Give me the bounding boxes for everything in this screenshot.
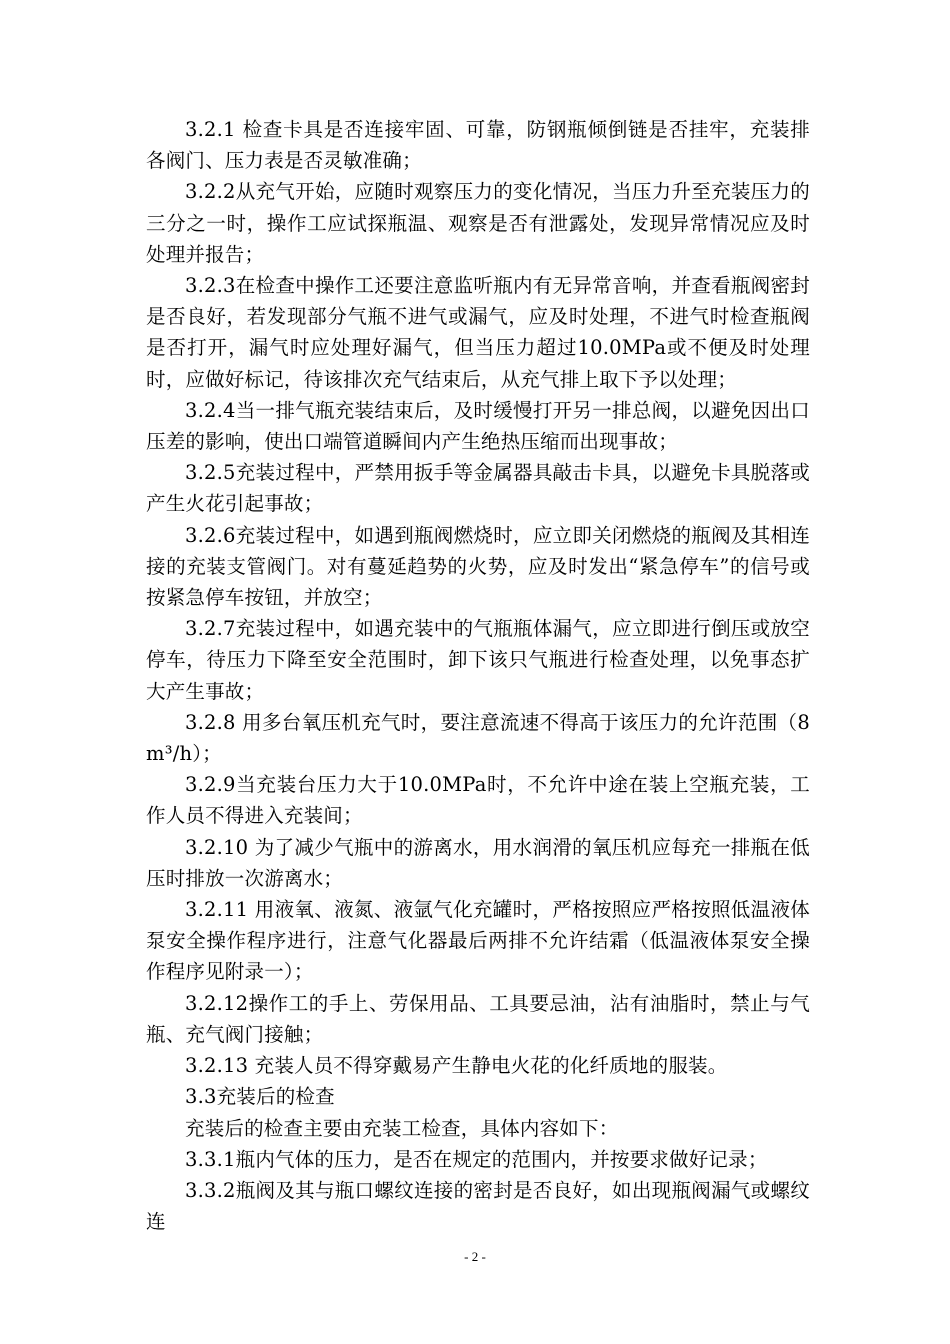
document-body [146,114,810,1237]
paragraph-3-2-4: 3.2.4当一排气瓶充装结束后，及时缓慢打开另一排总阀，以避免因出口压差的影响，使出口端管道瞬间内产生绝热压缩而出现事故； [146,398,810,454]
paragraph-3-2-6: 3.2.6充装过程中，如遇到瓶阀燃烧时，应立即关闭燃烧的瓶阀及其相连接的充装支管阀门。对有蔓延趋势的火势，应及时发出“紧急停车”的信号或按紧急停车按钮，并放空； [146,523,810,610]
paragraph-3-2-10: 3.2.10 为了减少气瓶中的游离水，用水润滑的氧压机应每充一排瓶在低压时排放一次游离水； [146,835,810,890]
paragraph-3-3-2: 3.3.2瓶阀及其与瓶口螺纹连接的密封是否良好，如出现瓶阀漏气或螺纹连 [146,1178,810,1234]
paragraph-3-2-9: 3.2.9当充装台压力大于10.0MPa时，不允许中途在装上空瓶充装，工作人员不得进入充装间； [146,773,810,828]
page-number: - 2 - [464,1249,486,1264]
paragraph-3-3-intro: 充装后的检查主要由充装工检查，具体内容如下： [185,1116,619,1140]
paragraph-3-2-2: 3.2.2从充气开始，应随时观察压力的变化情况，当压力升至充装压力的三分之一时，操作工应试探瓶温、观察是否有泄露处，发现异常情况应及时处理并报告； [146,180,810,266]
paragraph-3-2-12: 3.2.12操作工的手上、劳保用品、工具要忌油，沾有油脂时，禁止与气瓶、充气阀门接触； [146,991,810,1046]
section-heading-3-3: 3.3充装后的检查 [185,1085,335,1109]
paragraph-3-2-11: 3.2.11 用液氧、液氮、液氩气化充罐时，严格按照应严格按照低温液体泵安全操作程序进行，注意气化器最后两排不允许结霜（低温液体泵安全操作程序见附录一）； [146,898,810,984]
paragraph-3-2-3: 3.2.3在检查中操作工还要注意监听瓶内有无异常音响，并查看瓶阀密封是否良好，若发现部分气瓶不进气或漏气，应及时处理，不进气时检查瓶阀是否打开，漏气时应处理好漏气，但当压力超过10.0MPa或不便及时处理时，应做好标记，待该排次充气结束后，从充气排上取下予以处理； [146,274,810,391]
paragraph-3-2-13: 3.2.13 充装人员不得穿戴易产生静电火花的化纤质地的服装。 [185,1054,728,1078]
paragraph-3-2-5: 3.2.5充装过程中，严禁用扳手等金属器具敲击卡具，以避免卡具脱落或产生火花引起事故； [146,461,810,516]
paragraph-3-2-8: 3.2.8 用多台氧压机充气时，要注意流速不得高于该压力的允许范围（8m³/h）； [146,710,810,766]
paragraph-3-2-1: 3.2.1 检查卡具是否连接牢固、可靠，防钢瓶倾倒链是否挂牢，充装排各阀门、压力表是否灵敏准确； [146,118,810,173]
paragraph-3-3-1: 3.3.1瓶内气体的压力，是否在规定的范围内，并按要求做好记录； [185,1147,768,1171]
paragraph-3-2-7: 3.2.7充装过程中，如遇充装中的气瓶瓶体漏气，应立即进行倒压或放空停车，待压力下降至安全范围时，卸下该只气瓶进行检查处理，以免事态扩大产生事故； [146,617,810,703]
